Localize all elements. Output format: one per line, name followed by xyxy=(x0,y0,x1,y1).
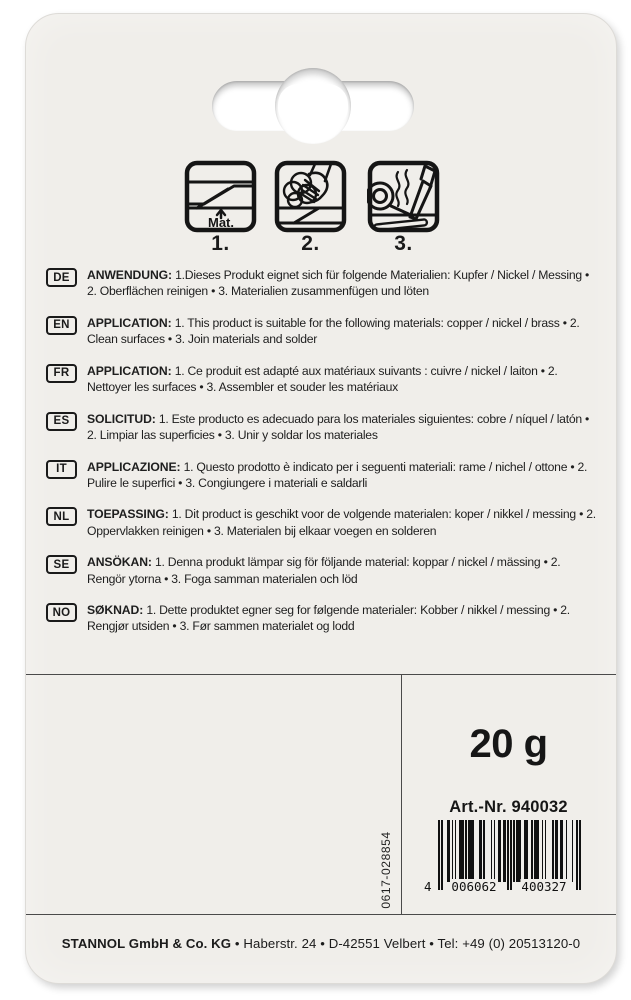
step-number-2: 2. xyxy=(301,232,320,255)
language-rows xyxy=(46,267,598,650)
language-row-no xyxy=(46,602,598,650)
language-text-fr xyxy=(87,363,596,395)
language-body-nl: 1. Dit product is geschikt voor de volgende materialen: koper / nikkel / messing • 2. Oppervlakken reinigen • 3. Materialen bij elkaar voegen en solderen xyxy=(87,507,596,538)
language-row-se xyxy=(46,554,598,602)
language-text-en xyxy=(87,315,596,347)
language-badge-fr: FR xyxy=(46,364,77,383)
hang-slot-seam xyxy=(278,84,348,128)
divider-top xyxy=(26,674,616,675)
language-row-nl xyxy=(46,506,598,554)
article-number: Art.-Nr. 940032 xyxy=(449,798,568,816)
solder-step-icon xyxy=(367,160,440,233)
language-heading-no: SØKNAD: xyxy=(87,603,144,618)
language-heading-se: ANSÖKAN: xyxy=(87,555,152,570)
language-heading-de: ANWENDUNG: xyxy=(87,268,172,282)
language-body-de: 1.Dieses Produkt eignet sich für folgende Materialien: Kupfer / Nickel / Messing • 2. Oberflächen reinigen • 3. Materialien zusammenfügen und löten xyxy=(87,268,590,299)
language-text-no xyxy=(87,602,596,634)
language-row-es xyxy=(46,411,598,459)
materials-step-icon xyxy=(184,160,257,233)
language-body-en: 1. This product is suitable for the following materials: copper / nickel / brass • 2. Clean surfaces • 3. Join materials and solder xyxy=(87,315,580,347)
language-row-en xyxy=(46,315,598,363)
language-badge-it: IT xyxy=(46,460,77,479)
language-row-de xyxy=(46,267,598,315)
language-body-no: 1. Dette produktet egner seg for følgende materialer: Kobber / nikkel / messing • 2. Rengjør utsiden • 3. Før sammen materialet og lodd xyxy=(87,603,570,634)
language-row-it xyxy=(46,459,598,507)
step-number-3: 3. xyxy=(394,232,413,255)
language-heading-en: APPLICATION: xyxy=(87,315,172,330)
language-text-nl xyxy=(87,506,596,538)
language-heading-es: SOLICITUD: xyxy=(87,411,156,426)
language-badge-en: EN xyxy=(46,316,77,335)
mat-label: Mat. xyxy=(208,215,234,230)
company-name: STANNOL GmbH & Co. KG xyxy=(61,936,232,951)
company-address: • Haberstr. 24 • D-42551 Velbert • Tel: +49 (0) 20513120-0 xyxy=(231,936,581,951)
language-text-es xyxy=(87,411,596,443)
language-badge-se: SE xyxy=(46,555,77,574)
language-body-fr: 1. Ce produit est adapté aux matériaux suivants : cuivre / nickel / laiton • 2. Nettoyer les surfaces • 3. Assembler et souder les matériaux xyxy=(87,363,558,394)
language-badge-no: NO xyxy=(46,603,77,622)
language-row-fr xyxy=(46,363,598,411)
step-number-1: 1. xyxy=(211,232,230,255)
barcode-digits-left: 006062 xyxy=(451,879,497,894)
language-body-se: 1. Denna produkt lämpar sig för följande material: koppar / nickel / mässing • 2. Rengör ytorna • 3. Foga samman materialen och löd xyxy=(87,555,561,586)
language-badge-es: ES xyxy=(46,412,77,431)
language-heading-it: APPLICAZIONE: xyxy=(87,459,181,474)
language-badge-de: DE xyxy=(46,268,77,287)
language-body-es: 1. Este producto es adecuado para los materiales siguientes: cobre / níquel / latón • 2. Limpiar las superficies • 3. Unir y soldar los materiales xyxy=(87,411,590,442)
manufacturer-footer xyxy=(26,934,616,954)
language-text-se xyxy=(87,554,596,586)
language-heading-nl: TOEPASSING: xyxy=(87,507,169,522)
divider-vertical xyxy=(401,674,402,914)
net-weight: 20 g xyxy=(469,722,548,766)
batch-number: 0617-028854 xyxy=(379,831,393,909)
barcode-digits-right: 400327 xyxy=(521,879,567,894)
language-body-it: 1. Questo prodotto è indicato per i seguenti materiali: rame / nichel / ottone • 2. Pulire le superfici • 3. Congiungere i materiali e saldarli xyxy=(87,459,588,490)
clean-surface-step-icon xyxy=(274,160,347,233)
divider-bottom xyxy=(26,914,616,915)
barcode-digits xyxy=(424,879,581,895)
language-text-de xyxy=(87,267,596,299)
ean13-barcode xyxy=(424,820,581,896)
language-heading-fr: APPLICATION: xyxy=(87,363,172,378)
package-back-panel xyxy=(25,13,617,984)
language-badge-nl: NL xyxy=(46,507,77,526)
barcode-digit-first: 4 xyxy=(424,879,432,894)
language-text-it xyxy=(87,459,596,491)
